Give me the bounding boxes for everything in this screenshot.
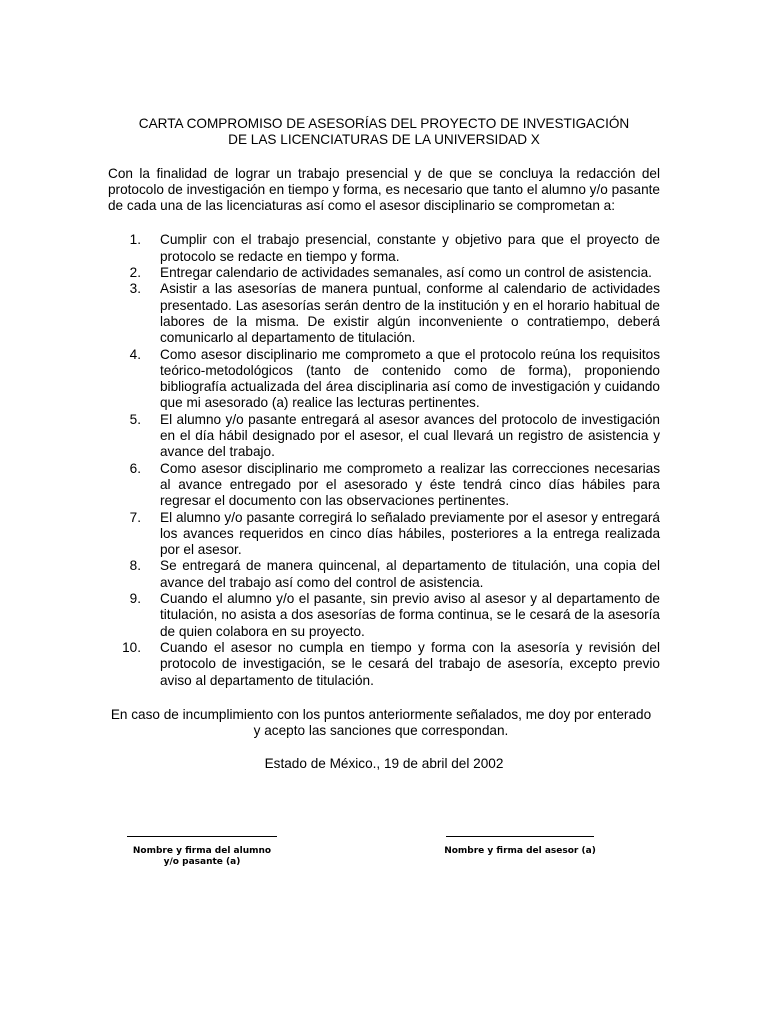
- date-line: Estado de México., 19 de abril del 2002: [264, 756, 504, 772]
- document-body: [108, 116, 660, 773]
- student-signature-block: [112, 836, 292, 868]
- item-text: Cuando el asesor no cumpla en tiempo y forma con la asesoría y revisión del protocolo de investigación, se le cesará del trabajo de asesoría, excepto previo aviso al departamento de titulación.: [160, 639, 660, 688]
- advisor-signature-block: [430, 836, 610, 857]
- item-text: Asistir a las asesorías de manera puntual, conforme al calendario de actividades presentado. Las asesorías serán dentro de la institución y en el horario habitual de labores de la misma. De existir algún inconveniente o contratiempo, deberá comunicarlo al departamento de titulación.: [160, 281, 660, 346]
- list-item: [108, 640, 660, 689]
- document-title: [108, 116, 660, 149]
- item-text: Cuando el alumno y/o el pasante, sin previo aviso al asesor y al departamento de titulación, no asista a dos asesorías de forma continua, se le cesará de la asesoría de quien colabora en su proyecto.: [160, 591, 660, 639]
- title-line-2: DE LAS LICENCIATURAS DE LA UNIVERSIDAD X: [228, 132, 540, 148]
- item-number: 8.: [129, 558, 141, 574]
- closing-line-1: En caso de incumplimiento con los puntos anteriormente señalados, me doy por enterado: [110, 706, 652, 722]
- list-item: [108, 412, 660, 461]
- list-item: [108, 461, 660, 510]
- item-text: Entregar calendario de actividades semanales, así como un control de asistencia.: [160, 265, 652, 281]
- list-item: [108, 232, 660, 265]
- item-number: 1.: [129, 232, 141, 248]
- item-number: 7.: [129, 509, 141, 525]
- item-text: El alumno y/o pasante corregirá lo señalado previamente por el asesor y entregará los avances requeridos en cinco días hábiles, posteriores a la entrega realizada por el asesor.: [160, 509, 660, 558]
- list-item: [108, 347, 660, 412]
- item-text: El alumno y/o pasante entregará al asesor avances del protocolo de investigación en el día hábil designado por el asesor, el cual llevará un registro de asistencia y avance del trabajo.: [160, 411, 660, 460]
- item-text: Como asesor disciplinario me comprometo a que el protocolo reúna los requisitos teórico-metodológicos (tanto de contenido como de forma), proponiendo bibliografía actualizada del área disciplinaria así como de investigación y cuidando que mi asesorado (a) realice las lecturas pertinentes.: [160, 346, 660, 411]
- list-item: [108, 558, 660, 591]
- closing-line-2: y acepto las sanciones que correspondan.: [253, 723, 509, 739]
- item-number: 4.: [129, 346, 141, 362]
- list-item: [108, 591, 660, 640]
- item-number: 9.: [129, 591, 141, 607]
- intro-paragraph: Con la finalidad de lograr un trabajo presencial y de que se concluya la redacción del protocolo de investigación en tiempo y forma, es necesario que tanto el alumno y/o pasante de cada una de las licenciaturas así como el asesor disciplinario se comprometan a:: [108, 165, 660, 214]
- student-signature-label-1: Nombre y firma del alumno: [132, 846, 272, 856]
- commitment-list: [108, 232, 660, 688]
- student-signature-label-2: y/o pasante (a): [163, 857, 241, 867]
- list-item: [108, 510, 660, 559]
- item-number: 2.: [129, 265, 141, 281]
- signature-line: [127, 836, 277, 837]
- signature-line: [446, 836, 594, 837]
- title-line-1: CARTA COMPROMISO DE ASESORÍAS DEL PROYECTO DE INVESTIGACIÓN: [138, 116, 630, 131]
- item-text: Se entregará de manera quincenal, al departamento de titulación, una copia del avance del trabajo así como del control de asistencia.: [160, 558, 660, 590]
- item-number: 6.: [129, 460, 141, 476]
- list-item: [108, 265, 660, 281]
- closing-statement: [108, 707, 654, 740]
- advisor-signature-label: Nombre y firma del asesor (a): [444, 846, 596, 856]
- item-number: 5.: [129, 411, 141, 427]
- item-text: Como asesor disciplinario me comprometo a realizar las correcciones necesarias al avance entregado por el asesorado y éste tendrá cinco días hábiles para regresar el documento con las observaciones pertinentes.: [160, 460, 660, 509]
- list-item: [108, 281, 660, 346]
- item-text: Cumplir con el trabajo presencial, constante y objetivo para que el proyecto de protocolo se redacte en tiempo y forma.: [160, 232, 660, 264]
- item-number: 3.: [129, 281, 141, 297]
- item-number: 10.: [122, 639, 141, 655]
